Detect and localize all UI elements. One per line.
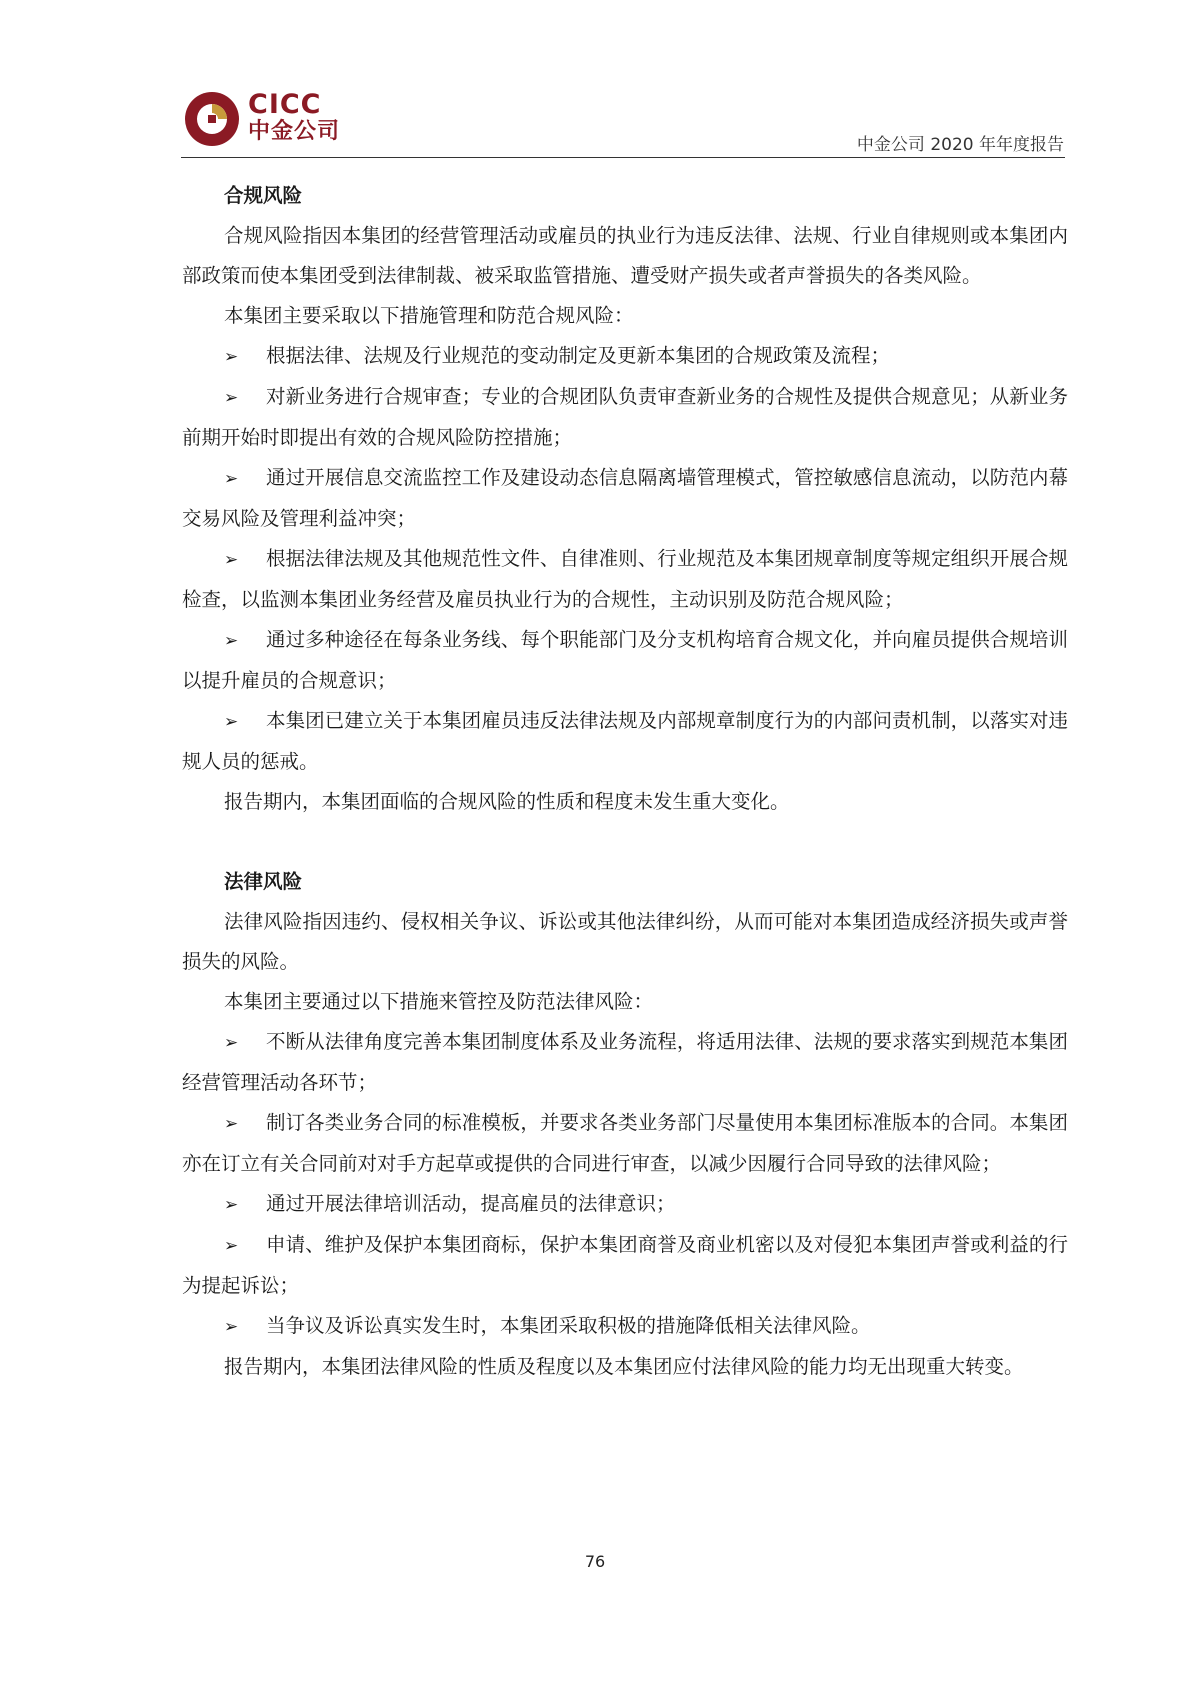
arrow-bullet-icon: ➢ bbox=[224, 388, 239, 408]
section-spacer bbox=[182, 822, 1068, 862]
arrow-bullet-icon: ➢ bbox=[224, 1236, 239, 1256]
list-item-text: 根据法律法规及其他规范性文件、自律准则、行业规范及本集团规章制度等规定组织开展合规检查，以监测本集团业务经营及雇员执业行为的合规性，主动识别及防范合规风险； bbox=[182, 547, 1068, 611]
list-item-text: 当争议及诉讼真实发生时，本集团采取积极的措施降低相关法律风险。 bbox=[266, 1314, 871, 1337]
list-item bbox=[182, 701, 1068, 782]
section-lead: 本集团主要采取以下措施管理和防范合规风险： bbox=[224, 304, 634, 327]
list-item bbox=[182, 1103, 1068, 1184]
list-item-text: 通过开展信息交流监控工作及建设动态信息隔离墙管理模式，管控敏感信息流动，以防范内幕交易风险及管理利益冲突； bbox=[182, 466, 1068, 530]
section-conclusion: 报告期内，本集团面临的合规风险的性质和程度未发生重大变化。 bbox=[224, 790, 790, 813]
section-intro: 合规风险指因本集团的经营管理活动或雇员的执业行为违反法律、法规、行业自律规则或本集团内部政策而使本集团受到法律制裁、被采取监管措施、遭受财产损失或者声誉损失的各类风险。 bbox=[182, 224, 1068, 287]
list-item-text: 对新业务进行合规审查；专业的合规团队负责审查新业务的合规性及提供合规意见；从新业务前期开始时即提出有效的合规风险防控措施； bbox=[182, 385, 1068, 449]
arrow-bullet-icon: ➢ bbox=[224, 712, 239, 732]
page-number: 76 bbox=[584, 1552, 606, 1571]
list-item bbox=[182, 377, 1068, 458]
arrow-bullet-icon: ➢ bbox=[224, 1114, 239, 1134]
page-content bbox=[182, 176, 1068, 1387]
section-intro: 法律风险指因违约、侵权相关争议、诉讼或其他法律纠纷，从而可能对本集团造成经济损失或声誉损失的风险。 bbox=[182, 910, 1068, 973]
list-item bbox=[182, 1022, 1068, 1103]
arrow-bullet-icon: ➢ bbox=[224, 550, 239, 570]
cicc-logo bbox=[184, 89, 344, 153]
arrow-bullet-icon: ➢ bbox=[224, 1317, 239, 1337]
section-compliance-risk bbox=[182, 176, 1068, 822]
arrow-bullet-icon: ➢ bbox=[224, 347, 239, 367]
arrow-bullet-icon: ➢ bbox=[224, 469, 239, 489]
logo-text-en: CICC bbox=[248, 89, 322, 120]
section-legal-risk bbox=[182, 862, 1068, 1387]
list-item bbox=[182, 620, 1068, 701]
list-item-text: 根据法律、法规及行业规范的变动制定及更新本集团的合规政策及流程； bbox=[266, 344, 891, 367]
section-heading: 法律风险 bbox=[224, 870, 303, 893]
section-conclusion: 报告期内，本集团法律风险的性质及程度以及本集团应付法律风险的能力均无出现重大转变。 bbox=[224, 1355, 1024, 1378]
list-item bbox=[182, 336, 1068, 377]
header-divider bbox=[181, 157, 1065, 158]
list-item-text: 通过开展法律培训活动，提高雇员的法律意识； bbox=[266, 1192, 676, 1215]
arrow-bullet-icon: ➢ bbox=[224, 1033, 239, 1053]
list-item bbox=[182, 1306, 1068, 1347]
list-item bbox=[182, 1225, 1068, 1306]
list-item-text: 本集团已建立关于本集团雇员违反法律法规及内部规章制度行为的内部问责机制，以落实对违规人员的惩戒。 bbox=[182, 709, 1068, 773]
list-item-text: 不断从法律角度完善本集团制度体系及业务流程，将适用法律、法规的要求落实到规范本集团经营管理活动各环节； bbox=[182, 1030, 1068, 1094]
section-lead: 本集团主要通过以下措施来管控及防范法律风险： bbox=[224, 990, 654, 1013]
list-item bbox=[182, 458, 1068, 539]
list-item bbox=[182, 1184, 1068, 1225]
arrow-bullet-icon: ➢ bbox=[224, 1195, 239, 1215]
arrow-bullet-icon: ➢ bbox=[224, 631, 239, 651]
logo-text-cn: 中金公司 bbox=[248, 119, 341, 144]
section-heading: 合规风险 bbox=[224, 184, 303, 207]
cicc-logo-mark-icon bbox=[184, 91, 240, 147]
list-item-text: 通过多种途径在每条业务线、每个职能部门及分支机构培育合规文化，并向雇员提供合规培训以提升雇员的合规意识； bbox=[182, 628, 1068, 692]
report-title: 中金公司 2020 年年度报告 bbox=[856, 135, 1064, 155]
list-item bbox=[182, 539, 1068, 620]
list-item-text: 制订各类业务合同的标准模板，并要求各类业务部门尽量使用本集团标准版本的合同。本集团亦在订立有关合同前对对手方起草或提供的合同进行审查，以减少因履行合同导致的法律风险； bbox=[182, 1111, 1068, 1175]
list-item-text: 申请、维护及保护本集团商标，保护本集团商誉及商业机密以及对侵犯本集团声誉或利益的行为提起诉讼； bbox=[182, 1233, 1068, 1297]
